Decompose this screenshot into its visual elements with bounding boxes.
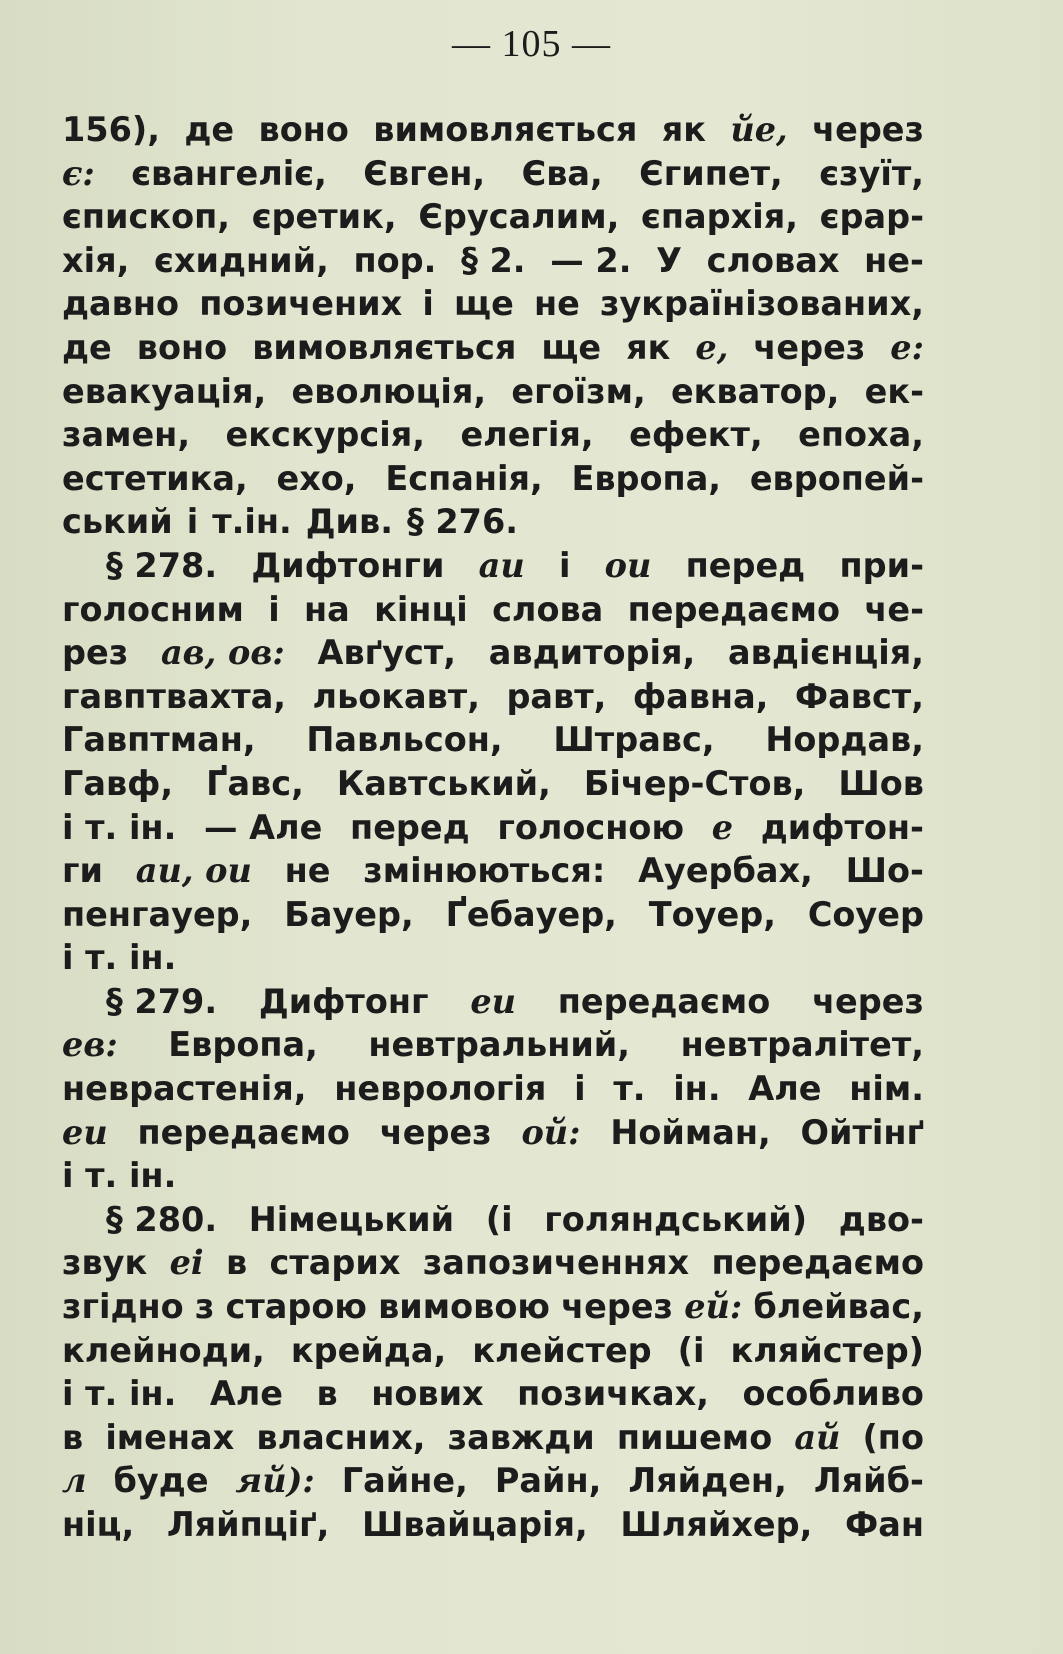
word: невтралітет, (680, 1025, 924, 1065)
word: Тоуер, (648, 894, 776, 934)
word: крейда, (290, 1330, 447, 1370)
word: через (379, 1112, 492, 1152)
word: звук (62, 1243, 148, 1283)
word: і т. ін. (62, 1374, 177, 1414)
word: (і (677, 1330, 705, 1370)
italic-word: ав, ов: (160, 633, 285, 673)
word: позичених (199, 284, 403, 324)
word: равт, (506, 676, 607, 716)
word: Нойман, (610, 1112, 771, 1152)
word: авдиторія, (488, 633, 696, 673)
word: голосним (62, 589, 244, 629)
text-line (62, 849, 924, 893)
text-line (62, 544, 924, 588)
word: Ляйден, (628, 1461, 787, 1501)
word: Єва, (521, 153, 603, 193)
word: єзуїт, (819, 153, 924, 193)
body-text (62, 108, 924, 1547)
word: § 280. (106, 1199, 218, 1239)
italic-word: au (478, 545, 525, 585)
text-line (62, 1154, 924, 1198)
text-line (62, 457, 924, 501)
word: не (533, 284, 580, 324)
text-line (62, 1459, 924, 1503)
word: Ляйб- (813, 1461, 924, 1501)
word: перед (350, 807, 470, 847)
italic-word: ай (794, 1417, 841, 1457)
word: воно (258, 110, 349, 149)
word: зукраїнізованих, (599, 284, 924, 324)
word: єхидний, (154, 240, 329, 280)
word: Европа, (168, 1025, 318, 1065)
word: Німецький (248, 1199, 455, 1239)
word: єпархія, (641, 197, 798, 237)
italic-word: е: (890, 327, 924, 367)
word: вимовляється (252, 327, 517, 367)
word: епоха, (798, 415, 924, 455)
word: Ґебауер, (445, 894, 617, 934)
word: 156), (62, 110, 160, 149)
word: Соуер (807, 894, 924, 934)
word: льокавт, (312, 676, 480, 716)
italic-word: е, (695, 327, 729, 367)
word: слова (492, 589, 604, 629)
word: голяндський) (544, 1199, 808, 1239)
word: і (268, 589, 280, 629)
text-line (62, 1198, 924, 1242)
text-line (62, 806, 924, 850)
word: фавна, (632, 676, 769, 716)
word: старою (225, 1287, 367, 1327)
word: Єрусалим, (418, 197, 620, 237)
italic-word: au, ou (135, 851, 252, 891)
word: Европа, (571, 458, 722, 498)
word: Євген, (363, 153, 486, 193)
word: ги (62, 851, 103, 891)
word: пенгауер, (62, 894, 253, 934)
word: змінюються: (363, 851, 606, 891)
word: власних, (256, 1417, 426, 1457)
word: кінці (374, 589, 468, 629)
italic-word: йе, (730, 110, 788, 149)
word: через (812, 981, 924, 1021)
word: через (753, 327, 866, 367)
word: § 278. (106, 545, 218, 585)
text-line (62, 326, 924, 370)
word: ський (62, 502, 173, 542)
word: Швайцарія, (361, 1505, 588, 1544)
word: хія, (62, 240, 130, 280)
word: і т. ін. (62, 807, 177, 847)
word: екскурсія, (225, 415, 425, 455)
word: (і (485, 1199, 513, 1239)
word: на (304, 589, 350, 629)
word: при- (839, 545, 924, 585)
text-line (62, 1285, 924, 1329)
text-line (62, 413, 924, 457)
word: Дифтонги (251, 545, 445, 585)
word: естетика, (62, 458, 248, 498)
word: Бауер, (284, 894, 414, 934)
word: і (574, 1069, 586, 1109)
word: з (194, 1287, 215, 1327)
word: ще (541, 327, 602, 367)
word: Ґавс, (206, 763, 304, 803)
word: іменах (105, 1417, 235, 1457)
word: словах (706, 240, 840, 280)
word: клейноди, (62, 1330, 265, 1370)
word: Авґуст, (317, 633, 456, 673)
word: че- (864, 589, 924, 629)
word: через (812, 110, 924, 149)
page-number: — 105 — (452, 23, 611, 65)
word: неврастенія, (62, 1069, 307, 1109)
italic-word: ou (604, 545, 652, 585)
word: Див. (305, 502, 393, 542)
word: замен, (62, 415, 191, 455)
text-line (62, 1067, 924, 1111)
word: Гавптман, (62, 720, 256, 760)
word: егоїзм, (511, 371, 646, 411)
italic-word: ei (169, 1243, 204, 1283)
text-line (62, 588, 924, 632)
italic-word: є: (62, 153, 95, 193)
word: еволюція, (291, 371, 487, 411)
word: Еспанія, (385, 458, 543, 498)
word: Дифтонг (258, 981, 429, 1021)
word: нім. (849, 1069, 924, 1109)
word: Але (748, 1069, 822, 1109)
word: особливо (742, 1374, 924, 1414)
word: вимовляється (373, 110, 638, 149)
text-line (62, 1241, 924, 1285)
word: т. (613, 1069, 646, 1109)
text-line (62, 718, 924, 762)
text-line (62, 762, 924, 806)
word: і т. ін. (62, 938, 177, 978)
word: передаємо (627, 589, 841, 629)
word: екватор, (670, 371, 840, 411)
word: голосною (497, 807, 685, 847)
word: — 2. (550, 240, 632, 280)
text-line (62, 980, 924, 1024)
word: (по (862, 1417, 924, 1457)
word: Ауербах, (638, 851, 813, 891)
text-line (62, 631, 924, 675)
word: Шов (838, 763, 924, 803)
word: і (558, 545, 571, 585)
word: Штравс, (553, 720, 715, 760)
text-line (62, 282, 924, 326)
word: Кавтський, (336, 763, 551, 803)
word: ек- (864, 371, 924, 411)
word: Фан (845, 1505, 924, 1544)
word: в (316, 1374, 338, 1414)
word: неврологія (334, 1069, 547, 1109)
text-line (62, 108, 924, 152)
text-line (62, 675, 924, 719)
italic-word: ей: (684, 1287, 743, 1327)
word: нових (371, 1374, 484, 1414)
text-line (62, 500, 924, 544)
word: в (225, 1243, 248, 1283)
word: передаємо (557, 981, 771, 1021)
word: позичках, (517, 1374, 709, 1414)
word: в (62, 1417, 84, 1457)
word: передаємо (711, 1243, 924, 1283)
italic-word: яй): (235, 1461, 315, 1501)
italic-word: ой: (521, 1112, 581, 1152)
text-line (62, 1503, 924, 1547)
word: авдієнція, (728, 633, 924, 673)
word: Павльсон, (306, 720, 503, 760)
word: Ойтінґ (800, 1112, 924, 1152)
word: ще (454, 284, 514, 324)
word: клейстер (472, 1330, 652, 1370)
text-line (62, 936, 924, 980)
word: де (62, 327, 112, 367)
word: через (561, 1287, 674, 1327)
word: Бічер-Стов, (583, 763, 806, 803)
word: де (184, 110, 235, 149)
word: гавптвахта, (62, 676, 287, 716)
italic-word: л (62, 1461, 87, 1501)
word: ефект, (629, 415, 763, 455)
word: пор. (353, 240, 437, 280)
word: не- (864, 240, 924, 280)
word: блейвас, (753, 1287, 924, 1327)
word: передаємо (137, 1112, 350, 1152)
word: буде (113, 1461, 209, 1501)
text-line (62, 1111, 924, 1155)
word: § 2. (461, 240, 526, 280)
text-line (62, 195, 924, 239)
word: єретик, (251, 197, 397, 237)
word: — Але (204, 807, 323, 847)
italic-word: eu (470, 981, 516, 1021)
word: і (422, 284, 434, 324)
word: Ляйпціґ, (166, 1505, 330, 1544)
word: єпископ, (62, 197, 230, 237)
word: кляйстер) (730, 1330, 924, 1370)
word: ехо, (276, 458, 357, 498)
word: завжди (447, 1417, 595, 1457)
word: елегія, (460, 415, 594, 455)
word: ніц, (62, 1505, 135, 1544)
word: Але (209, 1374, 283, 1414)
word: невтральний, (368, 1025, 631, 1065)
word: єрар- (819, 197, 924, 237)
word: § 276. (406, 502, 519, 542)
word: вимовою (378, 1287, 550, 1327)
word: євангеліє, (131, 153, 327, 193)
word: § 279. (106, 981, 218, 1021)
word: т.ін. (212, 502, 292, 542)
word: не (284, 851, 331, 891)
text-line (62, 239, 924, 283)
text-line (62, 1329, 924, 1373)
word: воно (136, 327, 228, 367)
text-line (62, 893, 924, 937)
word: пишемо (616, 1417, 773, 1457)
word: давно (62, 284, 180, 324)
word: дифтон- (760, 807, 924, 847)
text-line (62, 1023, 924, 1067)
word: Шо- (845, 851, 924, 891)
word: перед (685, 545, 806, 585)
word: Шляйхер, (620, 1505, 813, 1544)
word: евакуація, (62, 371, 267, 411)
word: і т. ін. (62, 1156, 177, 1196)
italic-word: eu (62, 1112, 108, 1152)
word: Гавф, (62, 763, 174, 803)
word: Гайне, (341, 1461, 468, 1501)
italic-word: е (711, 807, 734, 847)
word: як (661, 110, 707, 149)
text-line (62, 1416, 924, 1460)
word: У (656, 240, 682, 280)
word: як (626, 327, 671, 367)
text-line (62, 152, 924, 196)
word: рез (62, 633, 129, 673)
word: ін. (673, 1069, 721, 1109)
word: европей- (749, 458, 924, 498)
text-line (62, 370, 924, 414)
word: запозиченнях (422, 1243, 690, 1283)
word: Райн, (494, 1461, 602, 1501)
word: згідно (62, 1287, 184, 1327)
word: старих (269, 1243, 401, 1283)
italic-word: ев: (62, 1025, 118, 1065)
text-line (62, 1372, 924, 1416)
word: Єгипет, (639, 153, 783, 193)
word: Нордав, (765, 720, 924, 760)
word: Фавст, (794, 676, 924, 716)
word: і (186, 502, 199, 542)
word: дво- (838, 1199, 924, 1239)
